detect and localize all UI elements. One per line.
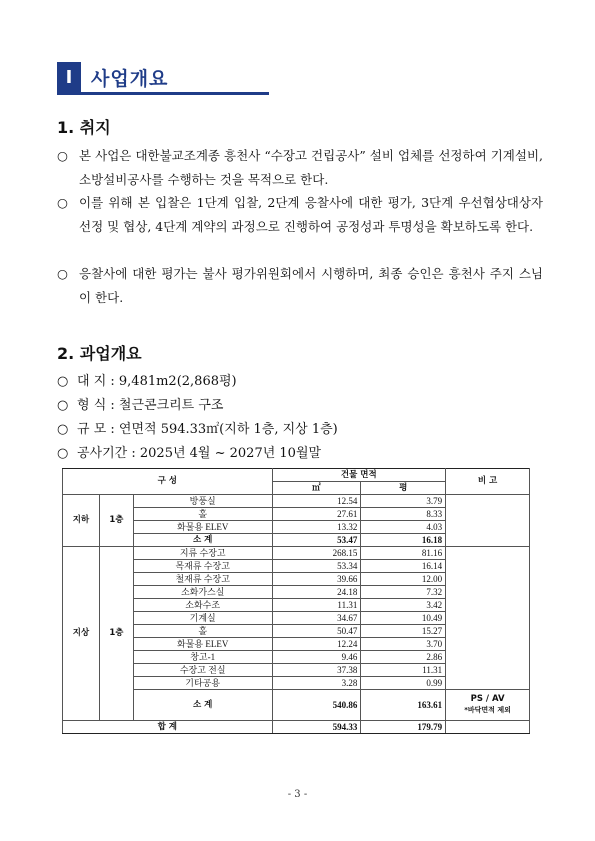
header-area: 건물 면적 — [272, 469, 446, 482]
overview-text: 공사기간 : 2025년 4월 ~ 2027년 10월말 — [77, 446, 322, 461]
floor-area-table — [62, 468, 530, 734]
area-pyeong: 3.42 — [361, 599, 446, 612]
header-m2: ㎡ — [272, 482, 361, 495]
page-number: - 3 - — [287, 789, 308, 800]
total-pyeong: 179.79 — [361, 721, 446, 734]
area-pyeong: 2.86 — [361, 651, 446, 664]
header-remarks: 비 고 — [446, 469, 530, 495]
table-row — [63, 547, 530, 560]
area-m2: 12.24 — [272, 638, 361, 651]
subtotal-label: 소 계 — [133, 690, 272, 721]
area-pyeong: 7.32 — [361, 586, 446, 599]
table-header-row — [63, 469, 530, 482]
subtotal-m2: 540.86 — [272, 690, 361, 721]
room-name: 기타공용 — [133, 677, 272, 690]
overview-item — [57, 394, 224, 413]
area-m2: 37.38 — [272, 664, 361, 677]
remarks-cell — [446, 495, 530, 547]
area-pyeong: 4.03 — [361, 521, 446, 534]
area-pyeong: 11.31 — [361, 664, 446, 677]
total-row — [63, 721, 530, 734]
area-pyeong: 3.70 — [361, 638, 446, 651]
area-m2: 27.61 — [272, 508, 361, 521]
section-title: 사업개요 — [91, 67, 169, 90]
remark-note: *바닥면적 제외 — [464, 706, 511, 714]
overview-text: 대 지 : 9,481m2(2,868평) — [77, 374, 237, 389]
header-pyeong: 평 — [361, 482, 446, 495]
area-m2: 53.34 — [272, 560, 361, 573]
overview-text: 형 식 : 철근콘크리트 구조 — [77, 398, 224, 413]
remarks-cell — [446, 690, 530, 721]
header-composition: 구 성 — [63, 469, 273, 495]
room-name: 창고-1 — [133, 651, 272, 664]
subtotal-row — [63, 690, 530, 721]
overview-item — [57, 418, 338, 437]
total-m2: 594.33 — [272, 721, 361, 734]
area-pyeong: 15.27 — [361, 625, 446, 638]
area-m2: 9.46 — [272, 651, 361, 664]
purpose-bullet — [57, 262, 543, 309]
subtotal-pyeong: 163.61 — [361, 690, 446, 721]
overview-heading: 2. 과업개요 — [57, 344, 142, 363]
subtotal-pyeong: 16.18 — [361, 534, 446, 547]
area-pyeong: 81.16 — [361, 547, 446, 560]
level-label-basement: 지하 — [63, 495, 100, 547]
bullet-icon: ○ — [57, 195, 68, 210]
room-name: 지류 수장고 — [133, 547, 272, 560]
area-pyeong: 0.99 — [361, 677, 446, 690]
bullet-icon: ○ — [57, 446, 69, 461]
purpose-text: 본 사업은 대한불교조계종 흥천사 “수장고 건립공사” 설비 업체를 선정하여 기계설비, 소방설비공사를 수행하는 것을 목적으로 한다. — [79, 148, 543, 187]
floor-label-ground: 1층 — [99, 547, 133, 721]
area-pyeong: 3.79 — [361, 495, 446, 508]
section-number: Ⅰ — [57, 62, 81, 92]
room-name: 철재류 수장고 — [133, 573, 272, 586]
remarks-cell — [446, 721, 530, 734]
remark-ps-av: PS / AV — [470, 694, 505, 704]
level-label-ground: 지상 — [63, 547, 100, 721]
area-pyeong: 16.14 — [361, 560, 446, 573]
area-m2: 34.67 — [272, 612, 361, 625]
area-pyeong: 12.00 — [361, 573, 446, 586]
purpose-heading: 1. 취지 — [57, 118, 111, 137]
room-name: 방풍실 — [133, 495, 272, 508]
floor-label-basement: 1층 — [99, 495, 133, 547]
total-label: 합 계 — [63, 721, 273, 734]
subtotal-label: 소 계 — [133, 534, 272, 547]
area-m2: 3.28 — [272, 677, 361, 690]
room-name: 화물용 ELEV — [133, 638, 272, 651]
area-m2: 39.66 — [272, 573, 361, 586]
remarks-cell — [446, 547, 530, 690]
overview-item — [57, 370, 237, 389]
bullet-icon: ○ — [57, 374, 69, 389]
area-m2: 50.47 — [272, 625, 361, 638]
bullet-icon: ○ — [57, 148, 68, 163]
area-m2: 24.18 — [272, 586, 361, 599]
section-header — [57, 62, 168, 92]
area-pyeong: 8.33 — [361, 508, 446, 521]
subtotal-m2: 53.47 — [272, 534, 361, 547]
section-underline — [57, 92, 269, 95]
area-m2: 13.32 — [272, 521, 361, 534]
purpose-text: 응찰사에 대한 평가는 불사 평가위원회에서 시행하며, 최종 승인은 흥천사 주지 스님이 한다. — [79, 266, 543, 305]
room-name: 목재류 수장고 — [133, 560, 272, 573]
area-pyeong: 10.49 — [361, 612, 446, 625]
bullet-icon: ○ — [57, 422, 69, 437]
room-name: 홀 — [133, 625, 272, 638]
purpose-bullet — [57, 144, 543, 191]
table-row — [63, 495, 530, 508]
room-name: 홀 — [133, 508, 272, 521]
purpose-text: 이를 위해 본 입찰은 1단계 입찰, 2단계 응찰사에 대한 평가, 3단계 우선협상대상자 선정 및 협상, 4단계 계약의 과정으로 진행하여 공정성과 투명성을 확보하도록 한다. — [79, 195, 543, 234]
purpose-bullet — [57, 191, 543, 238]
bullet-icon: ○ — [57, 398, 69, 413]
area-m2: 11.31 — [272, 599, 361, 612]
area-m2: 268.15 — [272, 547, 361, 560]
room-name: 수장고 전실 — [133, 664, 272, 677]
room-name: 기계실 — [133, 612, 272, 625]
overview-item — [57, 442, 321, 461]
room-name: 화물용 ELEV — [133, 521, 272, 534]
overview-text: 규 모 : 연면적 594.33㎡(지하 1층, 지상 1층) — [77, 422, 338, 437]
bullet-icon: ○ — [57, 266, 68, 281]
area-m2: 12.54 — [272, 495, 361, 508]
room-name: 소화가스실 — [133, 586, 272, 599]
room-name: 소화수조 — [133, 599, 272, 612]
